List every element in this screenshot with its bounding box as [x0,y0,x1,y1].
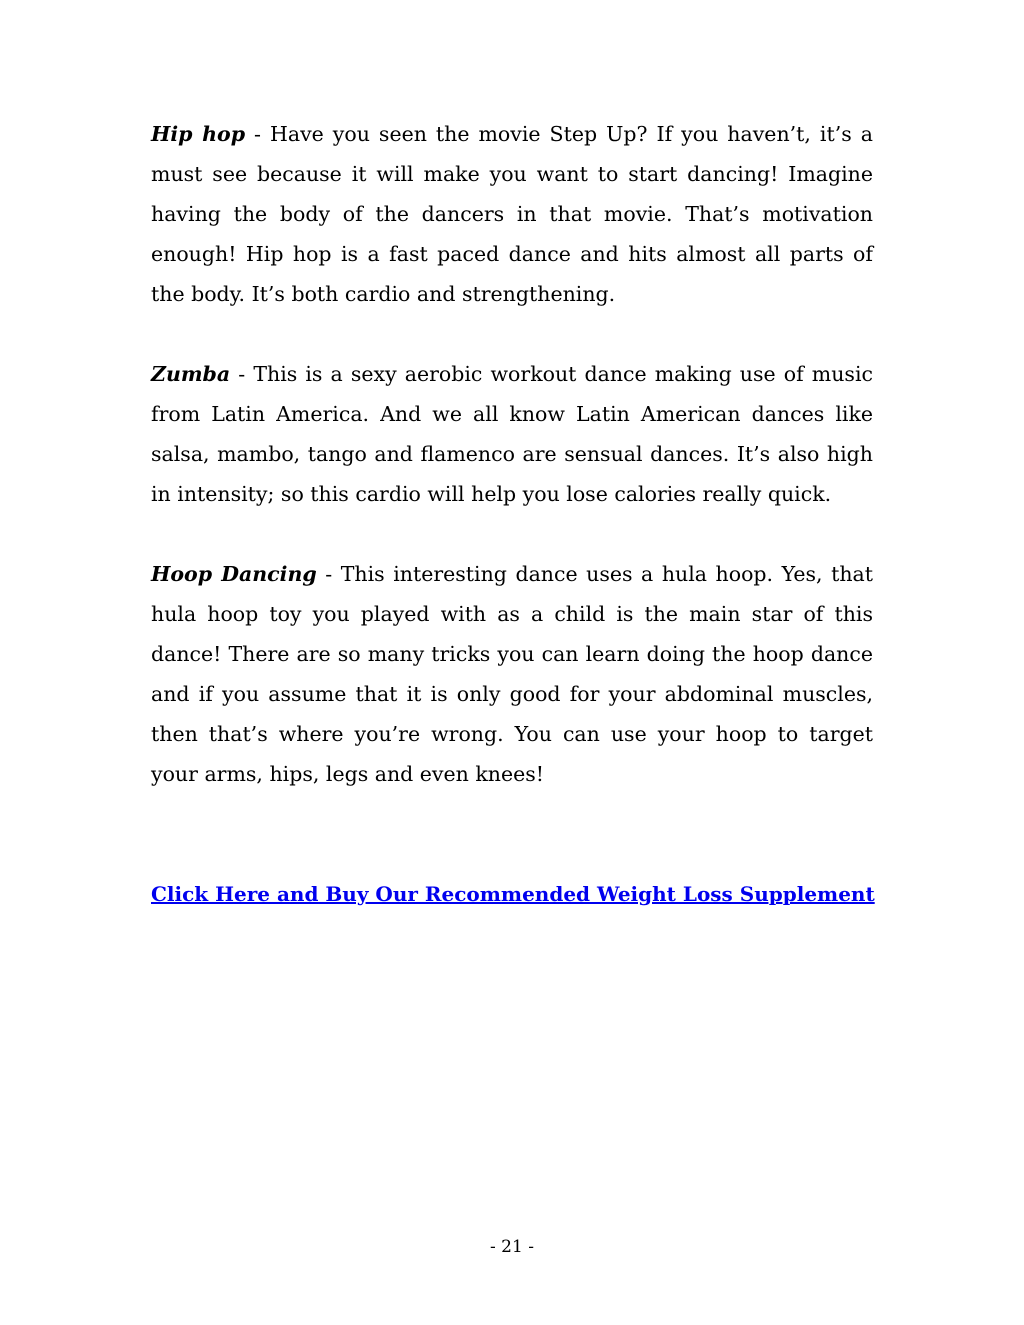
page-number: - 21 - [490,1237,534,1257]
term-zumba: Zumba [151,362,231,386]
term-separator: - [230,362,254,386]
section-text: This is a sexy aerobic workout dance making use of music from Latin America. And we all know Latin American dances like salsa, mambo, tango and flamenco are sensual dances. It’s also high in intensity; so this cardio will help you lose calories really quick. [151,362,873,506]
section-text: Have you seen the movie Step Up? If you haven’t, it’s a must see because it will make you want to start dancing! Imagine having the body of the dancers in that movie. That’s motivation enough! Hip hop is a fast paced dance and hits almost all parts of the body. It’s both cardio and strengthening. [151,122,873,306]
term-hip-hop: Hip hop [151,122,246,146]
buy-supplement-link[interactable]: Click Here and Buy Our Recommended Weight Loss Supplement [151,882,875,906]
term-hoop-dancing: Hoop Dancing [151,562,317,586]
section-hip-hop [151,114,873,314]
section-hoop-dancing [151,554,873,794]
term-separator: - [245,122,270,146]
link-row [151,874,873,914]
document-body [151,114,873,914]
term-separator: - [316,562,341,586]
section-zumba [151,354,873,514]
section-text: This interesting dance uses a hula hoop. Yes, that hula hoop toy you played with as a child is the main star of this dance! There are so many tricks you can learn doing the hoop dance and if you assume that it is only good for your abdominal muscles, then that’s where you’re wrong. You can use your hoop to target your arms, hips, legs and even knees! [151,562,873,786]
